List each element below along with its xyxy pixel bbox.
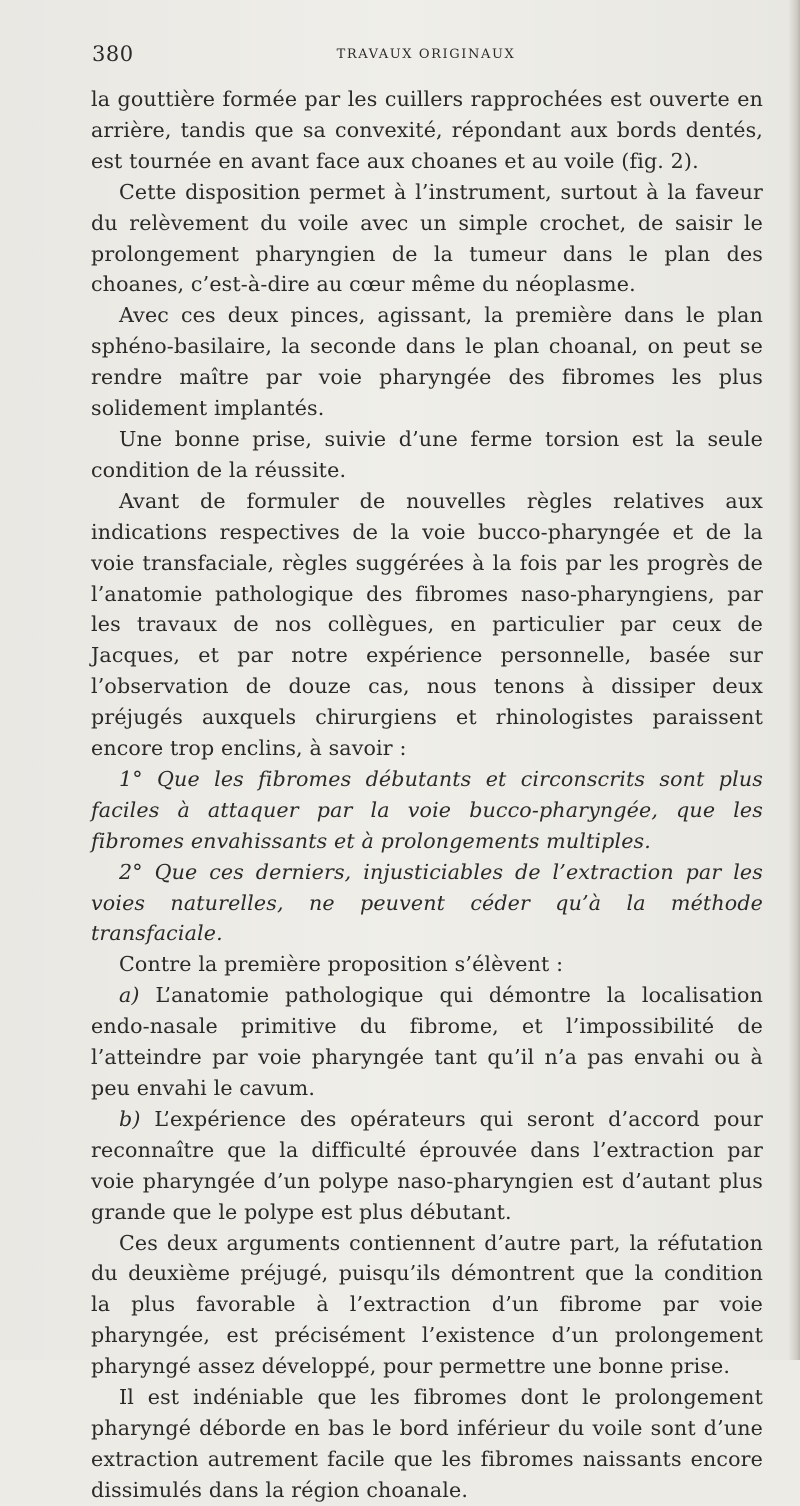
prejudice-one-number: 1° [119, 766, 143, 791]
running-head [92, 42, 760, 70]
argument-a-label: a) [119, 983, 140, 1008]
paragraph-instrument-disposition: Cette disposition permet à l’instrument, surtout à la faveur du relèvement du voile avec un simple crochet, de saisir le prolongement pharyngien de la tumeur dans le plan des choanes, c’est-à-dire au cœur même du néoplasme. [91, 179, 763, 297]
paragraph-refutation: Ces deux arguments contiennent d’autre part, la réfutation du deuxième préjugé, puisqu’ils démontrent que la condition la plus favorable à l’extraction d’un fibrome par voie pharyngée, est précisément l’existence d’un prolongement pharyngé assez développé, pour permettre une bonne prise. [91, 1230, 763, 1379]
paragraph-two-forceps: Avec ces deux pinces, agissant, la première dans le plan sphéno-basilaire, la seconde dans le plan choanal, on peut se rendre maître par voie pharyngée des fibromes les plus solidement implantés. [91, 303, 763, 421]
prejudice-one-text: Que les fibromes débutants et circonscrits sont plus faciles à attaquer par la voie bucco-pharyngée, que les fibromes envahissants et à prolongements multiples. [91, 766, 763, 853]
argument-b [91, 1104, 763, 1228]
paragraph-against-first: Contre la première proposition s’élèvent : [119, 952, 564, 977]
prejudice-two [91, 857, 763, 950]
running-title: TRAVAUX ORIGINAUX [336, 47, 516, 62]
argument-a-text: L’anatomie pathologique qui démontre la localisation endo-nasale primitive du fibrome, et l’impossibilité de l’atteindre par voie pharyngée tant qu’il n’a pas envahi ou à peu envahi le cavum. [91, 983, 764, 1100]
page-number: 380 [92, 42, 134, 66]
prejudice-two-text: Que ces derniers, injusticiables de l’extraction par les voies naturelles, ne peuvent céder qu’à la méthode transfaciale. [91, 859, 763, 946]
paragraph-good-grip: Une bonne prise, suivie d’une ferme torsion est la seule condition de la réussite. [91, 426, 763, 482]
prejudice-two-number: 2° [119, 859, 143, 884]
argument-b-text: L’expérience des opérateurs qui seront d’accord pour reconnaître que la difficulté éprouvée dans l’extraction par voie pharyngée d’un polype naso-pharyngien est d’autant plus grande que le polype est plus débutant. [91, 1106, 763, 1224]
page-edge-shadow [788, 0, 800, 1360]
paragraph-new-rules: Avant de formuler de nouvelles règles relatives aux indications respectives de la voie bucco-pharyngée et de la voie transfaciale, règles suggérées à la fois par les progrès de l’anatomie pathologique des fibromes naso-pharyngiens, par les travaux de nos collègues, en particulier par ceux de Jacques, et par notre expérience personnelle, basée sur l’observation de douze cas, nous tenons à dissiper deux préjugés auxquels chirurgiens et rhinologistes paraissent encore trop enclins, à savoir : [91, 488, 763, 761]
paragraph-undeniable: Il est indéniable que les fibromes dont le prolongement pharyngé déborde en bas le bord inférieur du voile sont d’une extraction autrement facile que les fibromes naissants encore dissimulés dans la région choanale. [91, 1385, 763, 1502]
argument-b-label: b) [119, 1106, 141, 1131]
argument-a [91, 980, 763, 1104]
paragraph-continuation: la gouttière formée par les cuillers rapprochées est ouverte en arrière, tandis que sa convexité, répondant aux bords dentés, est tournée en avant face aux choanes et au voile (fig. 2). [91, 87, 763, 173]
prejudice-one [91, 764, 763, 857]
body-text [91, 84, 763, 1506]
